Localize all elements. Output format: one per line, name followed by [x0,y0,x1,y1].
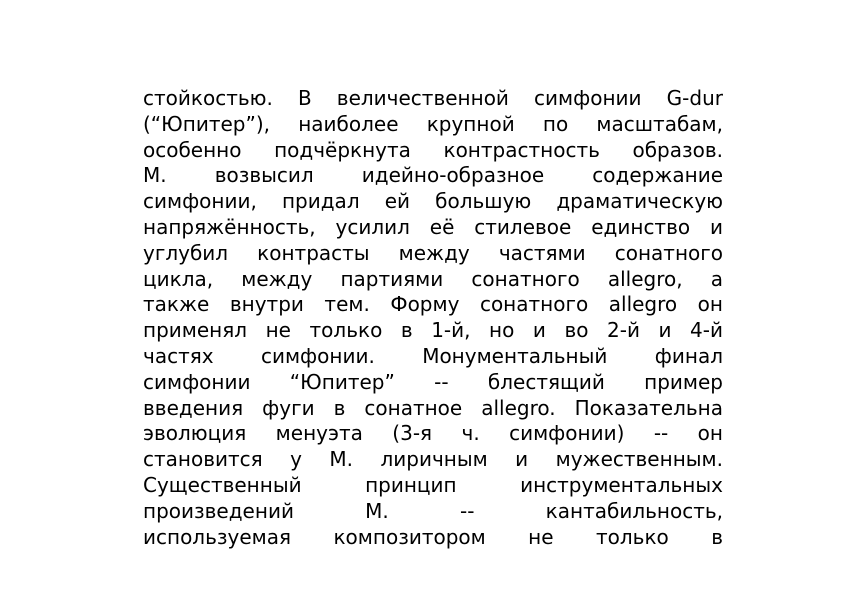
text-line: применял не только в 1-й, но и во 2-й и 4-й [143,318,723,343]
body-paragraph [143,86,723,550]
text-line: М. возвысил идейно-образное содержание [143,163,723,188]
text-line: Существенный принцип инструментальных [143,472,723,497]
text-line: становится у М. лиричным и мужественным. [143,447,723,472]
text-line: симфонии, придал ей большую драматическую [143,189,723,214]
text-line: стойкостью. В величественной симфонии G-dur [143,86,723,110]
text-line: используемая композитором не только в [143,524,723,549]
text-line: (“Юпитер”), наиболее крупной по масштабам, [143,111,723,136]
text-line: также внутри тем. Форму сонатного allegro он [143,292,723,317]
text-line: цикла, между партиями сонатного allegro, а [143,266,723,291]
text-line: эволюция менуэта (3-я ч. симфонии) -- он [143,421,723,446]
text-line: произведений М. -- кантабильность, [143,498,723,523]
text-line: частях симфонии. Монументальный финал [143,343,723,368]
text-line: особенно подчёркнута контрастность образов. [143,137,723,162]
text-line: введения фуги в сонатное allegro. Показательна [143,395,723,420]
text-line: симфонии “Юпитер” -- блестящий пример [143,369,723,394]
text-line: напряжённость, усилил её стилевое единство и [143,214,723,239]
text-line: углубил контрасты между частями сонатного [143,240,723,265]
